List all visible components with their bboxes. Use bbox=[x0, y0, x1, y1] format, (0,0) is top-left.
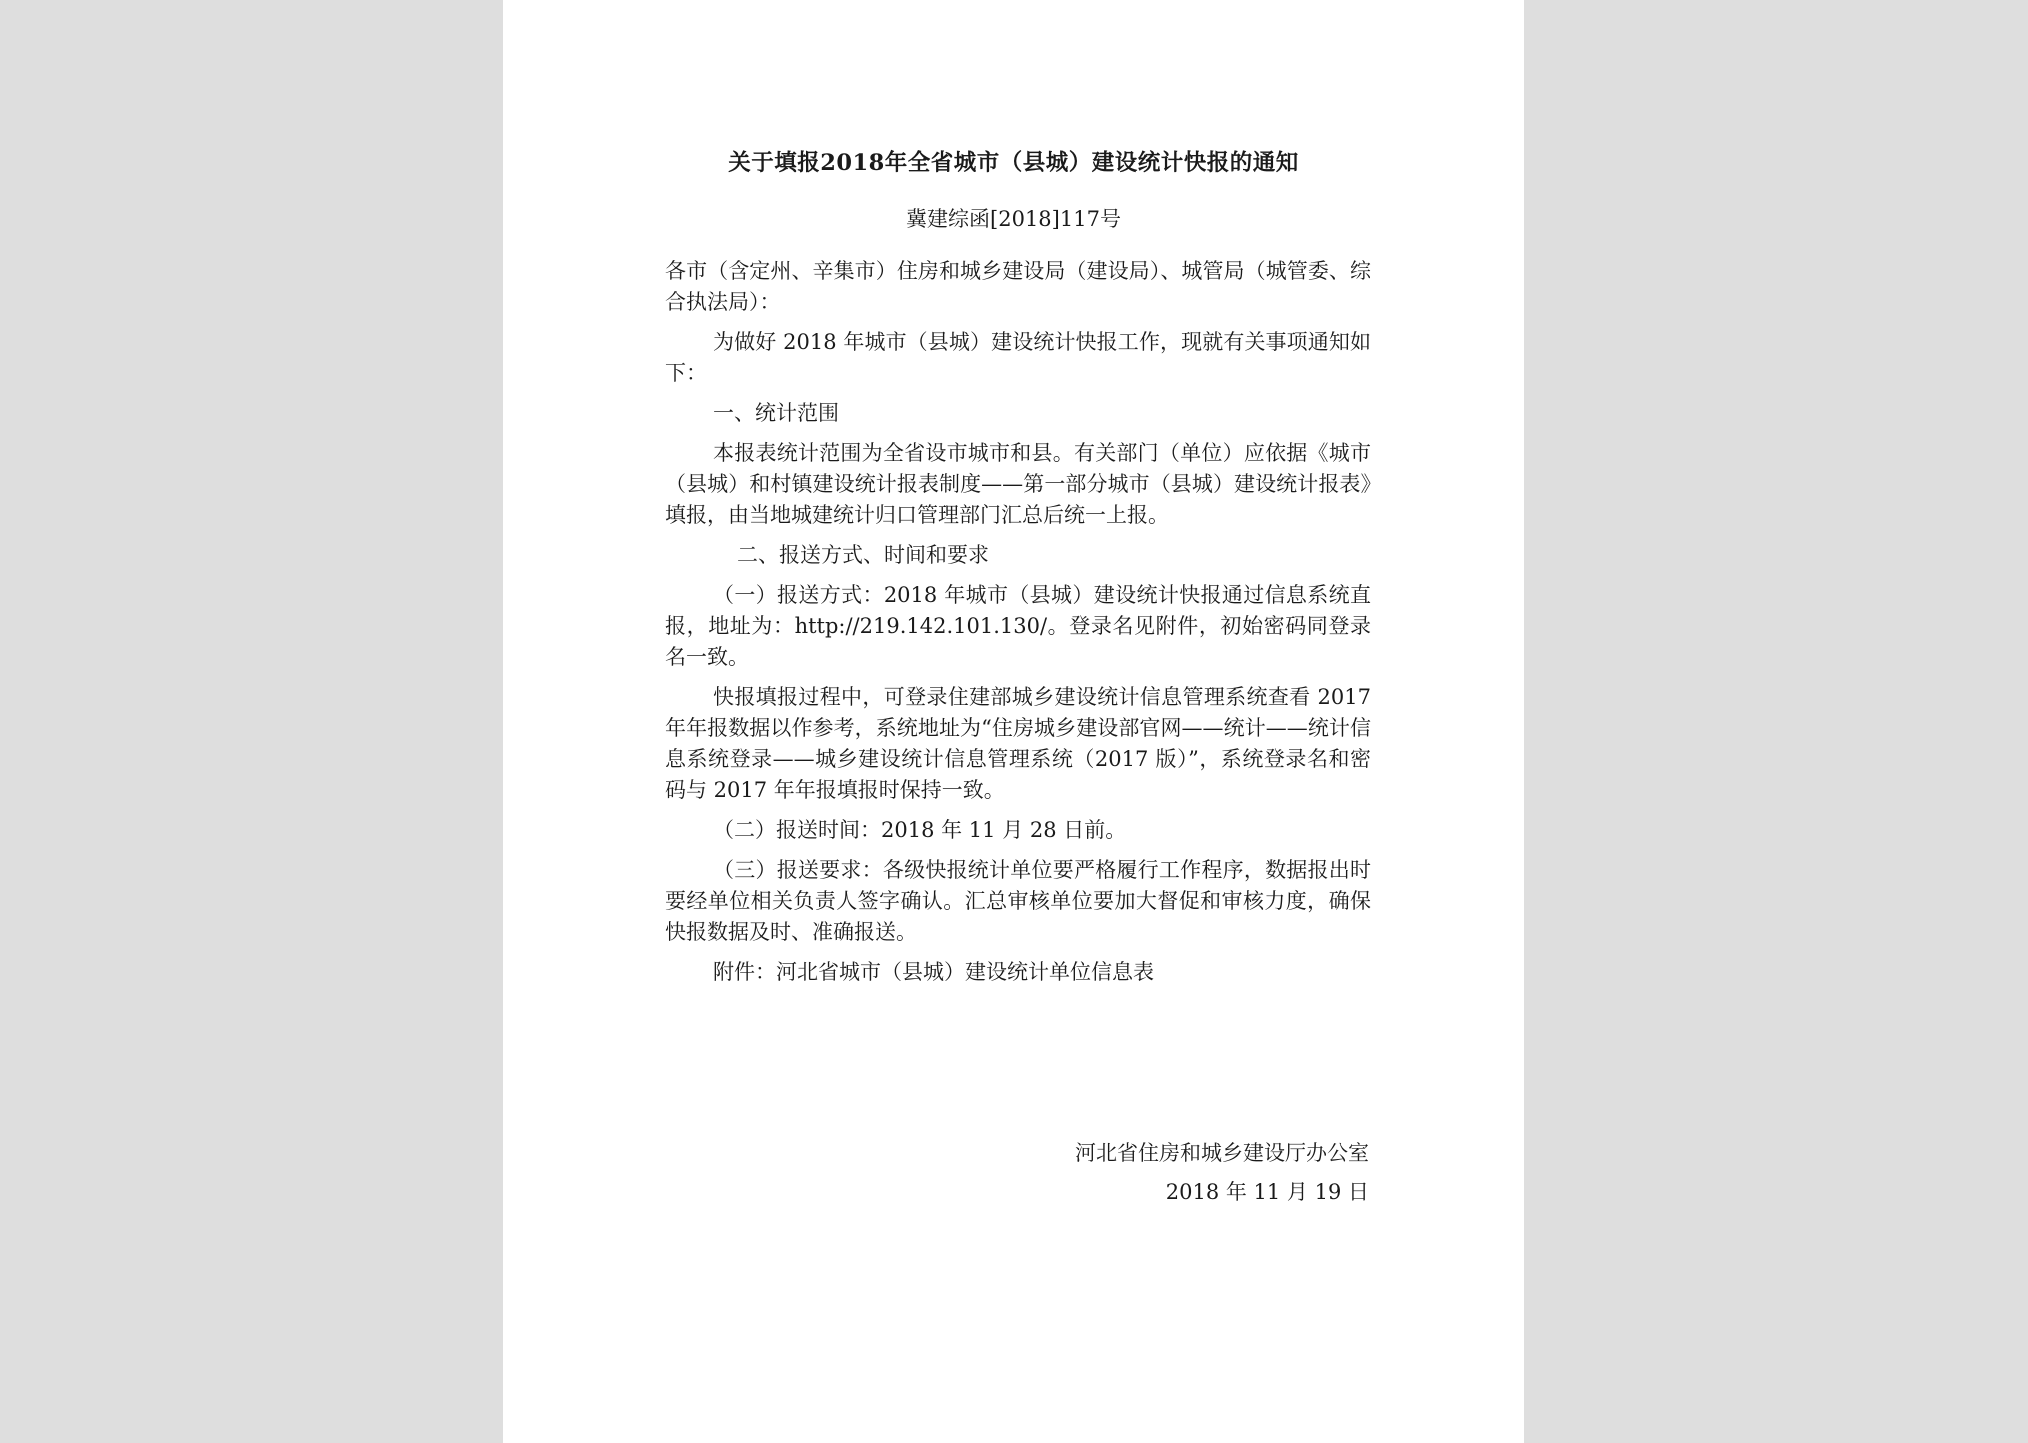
scope-paragraph: 本报表统计范围为全省设市城市和县。有关部门（单位）应依据《城市（县城）和村镇建设统计报表制度——第一部分城市（县城）建设统计报表》填报，由当地城建统计归口管理部门汇总后统一上报。 bbox=[665, 441, 1371, 527]
issuer-name: 河北省住房和城乡建设厅办公室 bbox=[1075, 1141, 1369, 1165]
document-page bbox=[503, 0, 1524, 1443]
document-title: 关于填报2018年全省城市（县城）建设统计快报的通知 bbox=[728, 150, 1299, 176]
submission-method-paragraph: （一）报送方式：2018 年城市（县城）建设统计快报通过信息系统直报，地址为：http://219.142.101.130/。登录名见附件，初始密码同登录名一致。 bbox=[665, 583, 1371, 669]
section-heading-submission: 二、报送方式、时间和要求 bbox=[737, 543, 989, 567]
intro-paragraph: 为做好 2018 年城市（县城）建设统计快报工作，现就有关事项通知如下： bbox=[665, 330, 1371, 385]
addressee: 各市（含定州、辛集市）住房和城乡建设局（建设局）、城管局（城管委、综合执法局）： bbox=[665, 259, 1371, 314]
document-body bbox=[665, 256, 1371, 997]
requirements-paragraph: （三）报送要求：各级快报统计单位要严格履行工作程序，数据报出时要经单位相关负责人签字确认。汇总审核单位要加大督促和审核力度，确保快报数据及时、准确报送。 bbox=[665, 858, 1371, 944]
deadline-paragraph: （二）报送时间：2018 年 11 月 28 日前。 bbox=[713, 818, 1127, 842]
issue-date: 2018 年 11 月 19 日 bbox=[1165, 1180, 1369, 1204]
attachment-note: 附件：河北省城市（县城）建设统计单位信息表 bbox=[713, 960, 1154, 984]
document-number: 冀建综函[2018]117号 bbox=[906, 207, 1121, 231]
signature-block bbox=[1075, 1134, 1369, 1212]
section-heading-scope: 一、统计范围 bbox=[713, 401, 839, 425]
reference-paragraph: 快报填报过程中，可登录住建部城乡建设统计信息管理系统查看 2017 年年报数据以作参考，系统地址为“住房城乡建设部官网——统计——统计信息系统登录——城乡建设统计信息管理系统（2017 版）”，系统登录名和密码与 2017 年年报填报时保持一致。 bbox=[665, 685, 1371, 802]
